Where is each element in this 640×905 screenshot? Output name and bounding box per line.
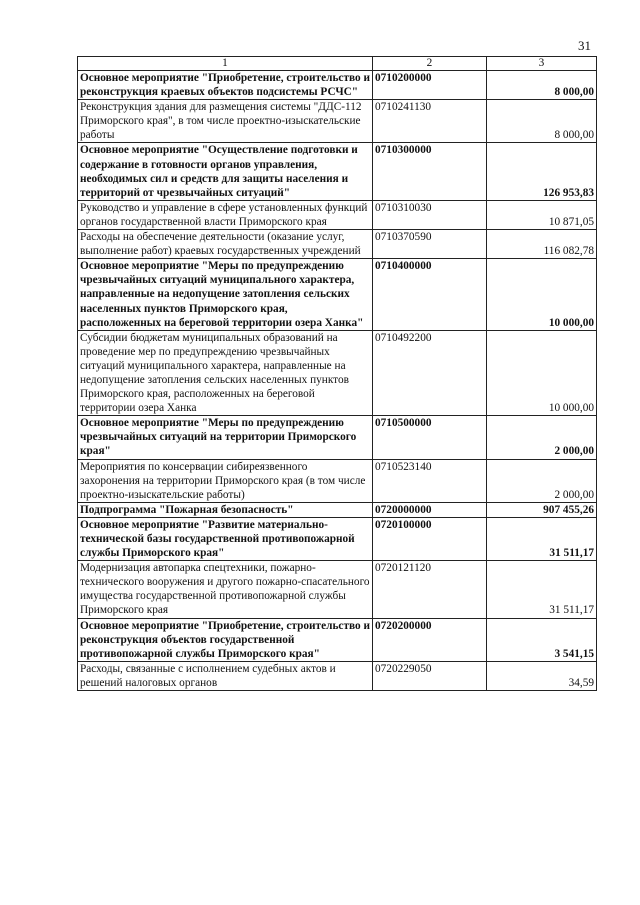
budget-table <box>77 56 597 691</box>
item-code-cell: 0720229050 <box>373 661 487 690</box>
item-amount-cell: 907 455,26 <box>487 502 597 517</box>
table-row <box>78 459 597 502</box>
column-header-1: 1 <box>78 57 373 71</box>
item-code-cell: 0720000000 <box>373 502 487 517</box>
item-name-cell: Основное мероприятие "Меры по предупреждению чрезвычайных ситуаций на территории Приморского края" <box>78 416 373 459</box>
table-row <box>78 71 597 100</box>
item-amount-cell: 34,59 <box>487 661 597 690</box>
item-name-cell: Основное мероприятие "Осуществление подготовки и содержание в готовности органов управления, необходимых сил и средств для защиты населения и территорий от чрезвычайных ситуаций" <box>78 143 373 200</box>
item-name-cell: Основное мероприятие "Приобретение, строительство и реконструкция объектов государственной противопожарной службы Приморского края" <box>78 618 373 661</box>
item-amount-cell: 116 082,78 <box>487 230 597 259</box>
item-name-cell: Расходы, связанные с исполнением судебных актов и решений налоговых органов <box>78 661 373 690</box>
item-amount-cell: 8 000,00 <box>487 100 597 143</box>
item-name-cell: Реконструкция здания для размещения системы "ДДС-112 Приморского края", в том числе проектно-изыскательские работы <box>78 100 373 143</box>
item-amount-cell: 31 511,17 <box>487 517 597 560</box>
table-row <box>78 502 597 517</box>
table-row <box>78 416 597 459</box>
item-code-cell: 0720100000 <box>373 517 487 560</box>
item-amount-cell: 10 000,00 <box>487 330 597 416</box>
item-amount-cell: 3 541,15 <box>487 618 597 661</box>
item-name-cell: Расходы на обеспечение деятельности (оказание услуг, выполнение работ) краевых государственных учреждений <box>78 230 373 259</box>
column-header-3: 3 <box>487 57 597 71</box>
table-row <box>78 330 597 416</box>
item-amount-cell: 10 000,00 <box>487 259 597 330</box>
item-name-cell: Мероприятия по консервации сибиреязвенного захоронения на территории Приморского края (в том числе проектно-изыскательские работы) <box>78 459 373 502</box>
item-name-cell: Руководство и управление в сфере установленных функций органов государственной власти Приморского края <box>78 200 373 229</box>
table-row <box>78 618 597 661</box>
item-amount-cell: 8 000,00 <box>487 71 597 100</box>
item-code-cell: 0710400000 <box>373 259 487 330</box>
table-row <box>78 517 597 560</box>
item-code-cell: 0710500000 <box>373 416 487 459</box>
header-row <box>78 57 597 71</box>
item-code-cell: 0710523140 <box>373 459 487 502</box>
table-row <box>78 259 597 330</box>
column-header-2: 2 <box>373 57 487 71</box>
page-number: 31 <box>578 38 591 53</box>
item-code-cell: 0710492200 <box>373 330 487 416</box>
item-name-cell: Подпрограмма "Пожарная безопасность" <box>78 502 373 517</box>
table-row <box>78 143 597 200</box>
item-code-cell: 0710200000 <box>373 71 487 100</box>
item-name-cell: Основное мероприятие "Меры по предупреждению чрезвычайных ситуаций муниципального характера, направленные на недопущение затопления сельских населенных пунктов Приморского края, расположенных на береговой территории озера Ханка" <box>78 259 373 330</box>
budget-table-body <box>78 57 597 691</box>
item-name-cell: Основное мероприятие "Развитие материально-технической базы государственной противопожарной службы Приморского края" <box>78 517 373 560</box>
table-row <box>78 100 597 143</box>
item-code-cell: 0710241130 <box>373 100 487 143</box>
item-amount-cell: 2 000,00 <box>487 416 597 459</box>
table-row <box>78 661 597 690</box>
item-code-cell: 0720121120 <box>373 561 487 618</box>
item-amount-cell: 10 871,05 <box>487 200 597 229</box>
item-name-cell: Модернизация автопарка спецтехники, пожарно-технического вооружения и другого пожарно-спасательного имущества государственной противопожарной службы Приморского края <box>78 561 373 618</box>
table-row <box>78 561 597 618</box>
item-code-cell: 0720200000 <box>373 618 487 661</box>
item-amount-cell: 31 511,17 <box>487 561 597 618</box>
item-code-cell: 0710370590 <box>373 230 487 259</box>
item-name-cell: Основное мероприятие "Приобретение, строительство и реконструкция краевых объектов подсистемы РСЧС" <box>78 71 373 100</box>
table-row <box>78 230 597 259</box>
item-code-cell: 0710300000 <box>373 143 487 200</box>
table-row <box>78 200 597 229</box>
item-code-cell: 0710310030 <box>373 200 487 229</box>
item-amount-cell: 2 000,00 <box>487 459 597 502</box>
item-amount-cell: 126 953,83 <box>487 143 597 200</box>
item-name-cell: Субсидии бюджетам муниципальных образований на проведение мер по предупреждению чрезвычайных ситуаций муниципального характера, направленные на недопущение затопления сельских населенных пунктов Приморского края, расположенных на береговой территории озера Ханка <box>78 330 373 416</box>
